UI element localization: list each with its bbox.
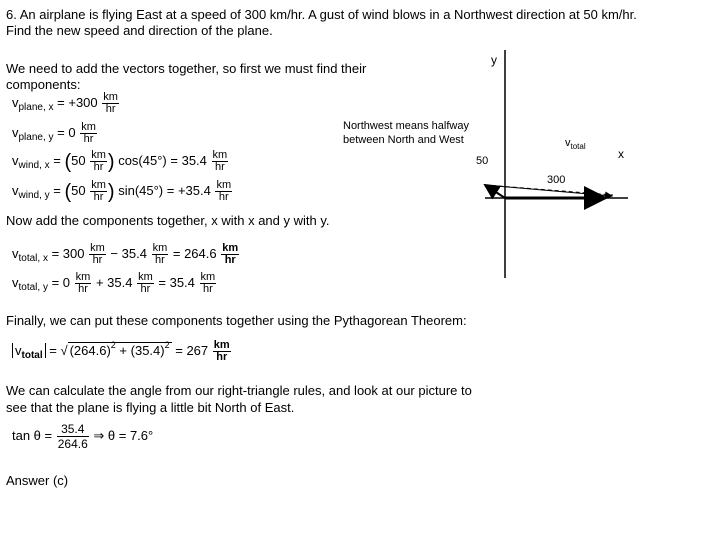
intro-line-1: We need to add the vectors together, so first we must find their — [6, 61, 367, 76]
northwest-note-line-1: Northwest means halfway — [343, 120, 469, 132]
x-axis-label: x — [618, 147, 624, 161]
equation-plane-x: $v_{plane, x} = +300$ $\frac{km}{hr}$ — [12, 91, 118, 115]
equation-total-y: $v_{total, y} = 0$ $\frac{km}{hr}$ + 35.4 $\frac{km}{hr}$ = 35.4 $\frac{km}{hr}$ — [12, 271, 216, 295]
answer-text: Answer (c) — [6, 473, 69, 488]
intro-line-2: components: — [6, 77, 81, 92]
equation-angle: tan θ = $\frac{35.4}{264.6}$ ⇒ θ = 7.6° — [12, 422, 154, 451]
equation-magnitude: $v_{total}$ = √ $(264.6)^2 + (35.4)^2 = 267$ $\frac{km}{hr}$ — [12, 340, 232, 363]
problem-line-2: Find the new speed and direction of the plane. — [6, 23, 273, 38]
equation-plane-y: $v_{plane, y} = 0$ $\frac{km}{hr}$ — [12, 121, 96, 145]
northwest-note-line-2: between North and West — [343, 134, 464, 146]
equation-wind-y: $v_{wind, y} = (50$ $\frac{km}{hr}$ ) sin(45°) = +35.4 $\frac{km}{hr}$ — [12, 179, 232, 203]
equation-wind-x: $v_{wind, x} = (50$ $\frac{km}{hr}$ ) cos(45°) = 35.4 $\frac{km}{hr}$ — [12, 149, 228, 173]
angle-text-line-2: see that the plane is flying a little bit North of East. — [6, 400, 295, 415]
angle-text-line-1: We can calculate the angle from our right-triangle rules, and look at our picture to — [6, 383, 472, 398]
wind-magnitude-label: 50 — [476, 155, 489, 167]
problem-line-1: 6. An airplane is flying East at a speed of 300 km/hr. A gust of wind blows in a Northwest direction at 50 km/hr. — [6, 7, 637, 22]
pythagorean-text: Finally, we can put these components together using the Pythagorean Theorem: — [6, 313, 467, 328]
vector-diagram — [330, 50, 630, 280]
add-components-text: Now add the components together, x with x and y with y. — [6, 213, 330, 228]
total-vector-arrow — [485, 185, 612, 196]
vtotal-label: $v_{total}$ — [565, 137, 586, 151]
equation-total-x: $v_{total, x} = 300$ $\frac{km}{hr}$ − 35.4 $\frac{km}{hr}$ = 264.6 $\frac{km}{hr}$ — [12, 242, 239, 266]
y-axis-label: y — [491, 53, 497, 67]
plane-magnitude-label: 300 — [547, 174, 566, 186]
